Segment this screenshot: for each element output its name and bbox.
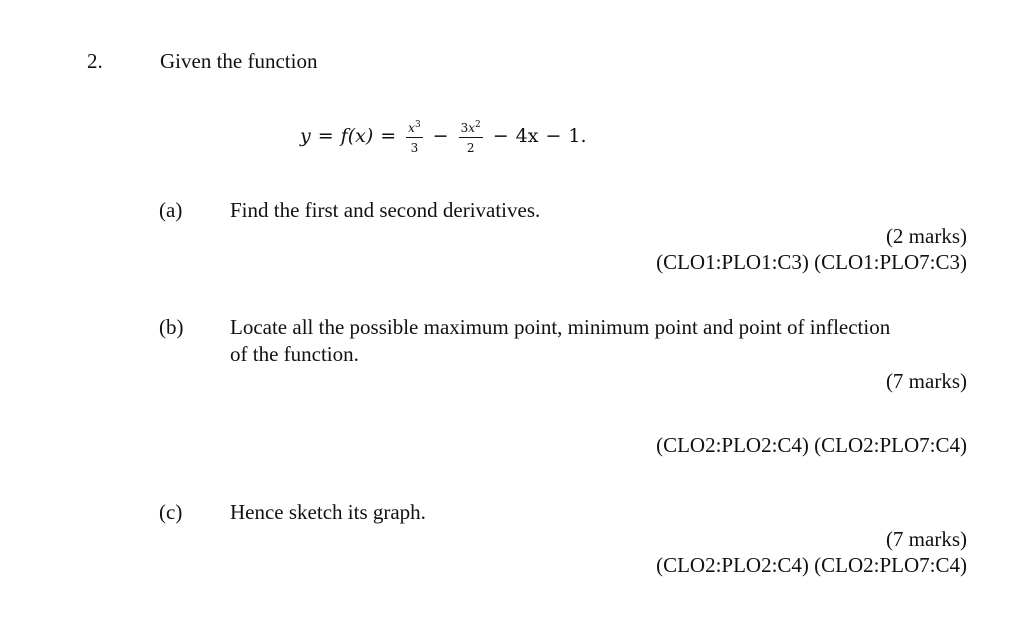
part-a-text: Find the first and second derivatives. xyxy=(230,198,541,222)
part-a-clo: (CLO1:PLO1:C3) (CLO1:PLO7:C3) xyxy=(656,250,967,274)
frac2-num-coef: 3 xyxy=(460,120,469,135)
part-c-text: Hence sketch its graph. xyxy=(230,500,426,524)
part-b-marks: (7 marks) xyxy=(885,369,967,393)
question-number: 2. xyxy=(87,49,103,73)
eq-minus-1: − xyxy=(432,125,449,147)
eq-fraction-1 xyxy=(406,118,423,155)
eq-f-call: f(x) xyxy=(340,125,374,147)
part-c-clo: (CLO2:PLO2:C4) (CLO2:PLO7:C4) xyxy=(656,553,967,577)
frac2-den: 2 xyxy=(466,140,475,155)
frac2-num-var: x xyxy=(468,120,476,135)
eq-minus-2: − xyxy=(492,125,509,147)
frac1-num-exp: 3 xyxy=(414,119,421,130)
eq-fraction-2 xyxy=(459,118,483,155)
eq-equals-2: = xyxy=(380,125,397,147)
eq-term-1: 1. xyxy=(568,125,587,147)
frac2-num-exp: 2 xyxy=(475,119,481,130)
part-a-label: (a) xyxy=(159,198,183,222)
part-c-marks: (7 marks) xyxy=(885,527,967,551)
frac1-num-var: x xyxy=(408,120,415,135)
part-c-label: (c) xyxy=(159,500,183,524)
eq-minus-3: − xyxy=(545,125,562,147)
eq-equals-1: = xyxy=(317,125,334,147)
part-b-clo: (CLO2:PLO2:C4) (CLO2:PLO7:C4) xyxy=(656,433,967,457)
part-a-marks: (2 marks) xyxy=(885,224,967,248)
part-b-label: (b) xyxy=(159,315,184,339)
part-b-text-line2: of the function. xyxy=(230,342,359,366)
part-b-text-line1: Locate all the possible maximum point, minimum point and point of inflection xyxy=(230,315,891,339)
question-intro: Given the function xyxy=(160,49,318,73)
function-equation xyxy=(300,112,587,160)
eq-lhs-y: y xyxy=(300,125,311,147)
frac1-den: 3 xyxy=(410,140,419,155)
eq-term-4x: 4x xyxy=(515,125,539,147)
